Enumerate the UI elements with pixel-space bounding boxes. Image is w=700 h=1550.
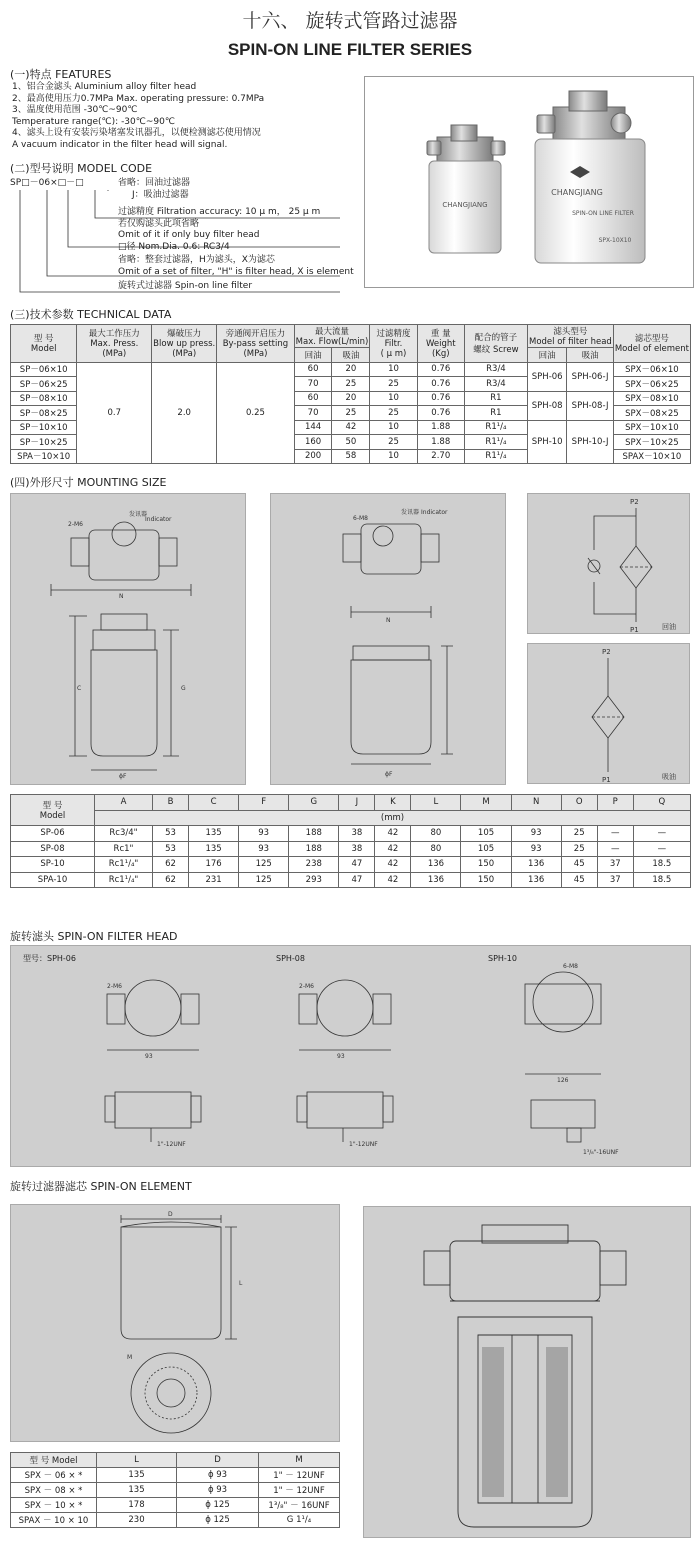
mounting-drawing-left (10, 493, 246, 785)
photo-model: SPX-10X10 (598, 237, 632, 244)
svg-text:2-M6: 2-M6 (107, 983, 122, 990)
svg-text:1"-12UNF: 1"-12UNF (349, 1141, 378, 1148)
suction-label: 吸油 (662, 773, 676, 781)
svg-text:C: C (77, 685, 82, 692)
feature-item: 4、滤头上设有安装污染堵塞发讯器孔，以便检测滤芯使用情况 (12, 128, 261, 138)
code-accuracy (118, 207, 354, 293)
table-row: SP-08 Rc1" 53 135 93 188 38 42 80 105 93 25 — — (11, 841, 691, 857)
th-filtr: 过滤精度 Filtr. ( μ m) (370, 325, 417, 363)
th-blowup: 爆破压力 Blow up press. (MPa) (152, 325, 217, 363)
page-title-cn: 十六、 旋转式管路过滤器 (242, 10, 458, 32)
code-series: 旋转式过滤器 Spin-on line filter (118, 281, 253, 291)
filter-head-drawing (271, 494, 507, 786)
unit-mm: (mm) (95, 810, 691, 826)
svg-text:2-M6: 2-M6 (299, 983, 314, 990)
svg-text:93: 93 (337, 1053, 345, 1060)
page-title-en: SPIN-ON LINE FILTER SERIES (227, 40, 473, 59)
code-diameter: □径 Nom.Dia. 0.6: RC3/4 (118, 241, 230, 252)
svg-text:6-M8: 6-M8 (353, 515, 368, 522)
features-heading: (一)特点 FEATURES (10, 68, 112, 81)
element-drawing-panel (10, 1204, 340, 1442)
table-row: SPX － 06 × * 135 ϕ 93 1" － 12UNF (11, 1468, 340, 1483)
model-code-heading: (二)型号说明 MODEL CODE (10, 162, 153, 175)
filter-cutaway-drawing (364, 1207, 692, 1539)
th-flow-suction: 吸油 (332, 348, 370, 363)
mounting-drawing-middle (270, 493, 506, 785)
cutaway-drawing-panel (363, 1206, 691, 1538)
th-weight: 重 量 Weight (Kg) (417, 325, 464, 363)
svg-text:ϕF: ϕF (119, 773, 127, 780)
table-row: SPA－10×10 200 58 10 2.70 R1¹/₄ SPAX－10×10 (11, 449, 691, 464)
indicator-label-left: 发讯器 (129, 511, 148, 518)
feature-item: 2、最高使用压力0.7MPa Max. operating pressure: 0.7MPa (12, 93, 265, 104)
svg-text:2-M6: 2-M6 (68, 521, 83, 528)
svg-text:93: 93 (145, 1053, 153, 1060)
th-maxflow: 最大流量 Max. Flow(L/min) (294, 325, 370, 348)
table-row: SP-10 Rc1¹/₄" 62 176 125 238 47 42 136 150 136 45 37 18.5 (11, 857, 691, 873)
svg-text:126: 126 (557, 1077, 569, 1084)
symbol-suction-panel (527, 643, 690, 784)
table-row: SP－08×25 70 25 25 0.76 R1 SPX－08×25 (11, 406, 691, 421)
th-model: 型 号 Model (11, 795, 95, 826)
svg-text:1³/₈"-16UNF: 1³/₈"-16UNF (583, 1149, 619, 1156)
svg-text:D: D (168, 1211, 173, 1218)
svg-text:L: L (239, 1280, 243, 1287)
th-model: 型 号 Model (11, 325, 77, 363)
suction-filter-symbol (528, 644, 691, 785)
svg-text:N: N (119, 593, 124, 600)
table-row: SPX － 08 × * 135 ϕ 93 1" － 12UNF (11, 1483, 340, 1498)
feature-item: 3、温度使用范围 -30℃~90℃ (12, 105, 138, 115)
table-row: SP－10×25 160 50 25 1.88 R1¹/₄ SPX－10×25 (11, 435, 691, 450)
blow-up-value: 2.0 (152, 362, 217, 464)
svg-text:发讯器: 发讯器 (401, 509, 420, 516)
th-flow-return: 回油 (294, 348, 332, 363)
code-accuracy-line: 过滤精度 Filtration accuracy: 10 μ m， 25 μ m (118, 207, 321, 217)
table-row: SP－06×25 70 25 25 0.76 R3/4 SPX－06×25 (11, 377, 691, 392)
svg-text:N: N (386, 617, 391, 624)
th-head-return: 回油 (528, 348, 567, 363)
mounting-table: 型 号 Model A B C F G J K L M N O P Q (mm) SP-06 Rc3/4" 53 135 93 188 38 42 80 105 93 25 — — SP-08 Rc1" 53 135 93 188 38 42 80 105 93 25 — — SP-10 Rc1¹/₄" 62 176 125 238 47 42 136 150 136 45 37 18.5 SPA-10 Rc1¹/₄" 62 231 125 293 47 42 136 150 136 45 37 18.5 (10, 794, 691, 888)
tech-heading: (三)技术参数 TECHNICAL DATA (10, 308, 172, 321)
svg-text:G: G (181, 685, 186, 692)
code-accuracy-note: 若仅购滤头此项省略 (118, 218, 200, 229)
photo-brand-small: CHANGJIANG (442, 201, 488, 209)
filter-head-drawings (11, 946, 692, 1168)
th-screw: 配合的管子 螺纹 Screw (464, 325, 527, 363)
max-press-value: 0.7 (77, 362, 152, 464)
feature-item: A vacuum indicator in the filter head will signal. (12, 139, 228, 150)
table-row: SPAX － 10 × 10 230 ϕ 125 G 1¹/₄ (11, 1513, 340, 1528)
head-heading: 旋转滤头 SPIN-ON FILTER HEAD (10, 930, 178, 943)
th-head-suction: 吸油 (567, 348, 613, 363)
feature-item: Temperature range(℃): -30℃~90℃ (12, 116, 175, 127)
feature-item: 1、铝合金滤头 Aluminium alloy filter head (12, 82, 197, 92)
filter-outline-drawing (11, 494, 247, 786)
features-list (12, 82, 264, 151)
svg-text:P1: P1 (630, 626, 639, 634)
th-element: 滤芯型号 Model of element (613, 325, 690, 363)
code-omit-return: 省略：回油过滤器 (118, 178, 191, 188)
svg-text:1"-12UNF: 1"-12UNF (157, 1141, 186, 1148)
svg-text:6-M8: 6-M8 (563, 963, 578, 970)
head-drawings-panel (10, 945, 691, 1167)
table-row: SPA-10 Rc1¹/₄" 62 231 125 293 47 42 136 150 136 45 37 18.5 (11, 872, 691, 888)
code-accuracy-note-en: Omit of it if only buy filter head (118, 230, 260, 240)
svg-text:ϕF: ϕF (385, 771, 393, 778)
photo-label: SPIN-ON LINE FILTER (572, 210, 634, 217)
symbol-return-panel (527, 493, 690, 634)
filters-illustration (365, 77, 695, 289)
photo-brand-large: CHANGJIANG (551, 188, 603, 197)
svg-text:P2: P2 (602, 648, 611, 656)
th-maxpress: 最大工作压力 Max. Press. (MPa) (77, 325, 152, 363)
svg-text:Indicator: Indicator (145, 516, 172, 523)
return-filter-symbol (528, 494, 691, 635)
model-code-string: SP□－06×□－□ (10, 178, 84, 188)
head-model-sph08: SPH-08 (276, 954, 305, 963)
head-model-sph06: 型号：SPH-06 (23, 954, 76, 963)
element-drawing (11, 1205, 341, 1443)
element-heading: 旋转过滤器滤芯 SPIN-ON ELEMENT (10, 1180, 192, 1193)
svg-text:M: M (127, 1354, 133, 1361)
table-row: SP－08×10 60 20 10 0.76 R1 SPH-08 SPH-08-J SPX－08×10 (11, 391, 691, 406)
code-set-cn: 省略：整套过滤器，H为滤头，X为滤芯 (118, 255, 275, 265)
code-set-en: Omit of a set of filter, "H" is filter head, X is element (118, 266, 354, 277)
return-label: 回油 (662, 623, 676, 631)
tech-table (10, 324, 691, 464)
head-model-sph10: SPH-10 (488, 954, 517, 963)
element-table: 型 号 Model L D M SPX － 06 × * 135 ϕ 93 1" － 12UNF SPX － 08 × * 135 ϕ 93 1" － 12UNF SPX － 10 × * 178 ϕ 125 1³/₈" － 16UNF SPAX － 10 × 10 230 ϕ 125 G 1¹/₄ (10, 1452, 340, 1528)
table-row: SPX － 10 × * 178 ϕ 125 1³/₈" － 16UNF (11, 1498, 340, 1513)
svg-text:P2: P2 (630, 498, 639, 506)
mounting-heading: (四)外形尺寸 MOUNTING SIZE (10, 476, 167, 489)
th-head: 滤头型号 Model of filter head (528, 325, 614, 348)
table-row: SP－10×10 144 42 10 1.88 R1¹/₄ SPH-10 SPH-10-J SPX－10×10 (11, 420, 691, 435)
product-photo (364, 76, 694, 288)
bypass-value: 0.25 (217, 362, 294, 464)
code-suction: J：吸油过滤器 (132, 190, 189, 200)
th-bypass: 旁通阀开启压力 By-pass setting (MPa) (217, 325, 294, 363)
svg-text:P1: P1 (602, 776, 611, 784)
svg-text:Indicator: Indicator (421, 509, 448, 516)
table-row: SP-06 Rc3/4" 53 135 93 188 38 42 80 105 93 25 — — (11, 826, 691, 842)
table-row: SP－06×10 0.7 2.0 0.25 60 20 10 0.76 R3/4 SPH-06 SPH-06-J SPX－06×10 (11, 362, 691, 377)
